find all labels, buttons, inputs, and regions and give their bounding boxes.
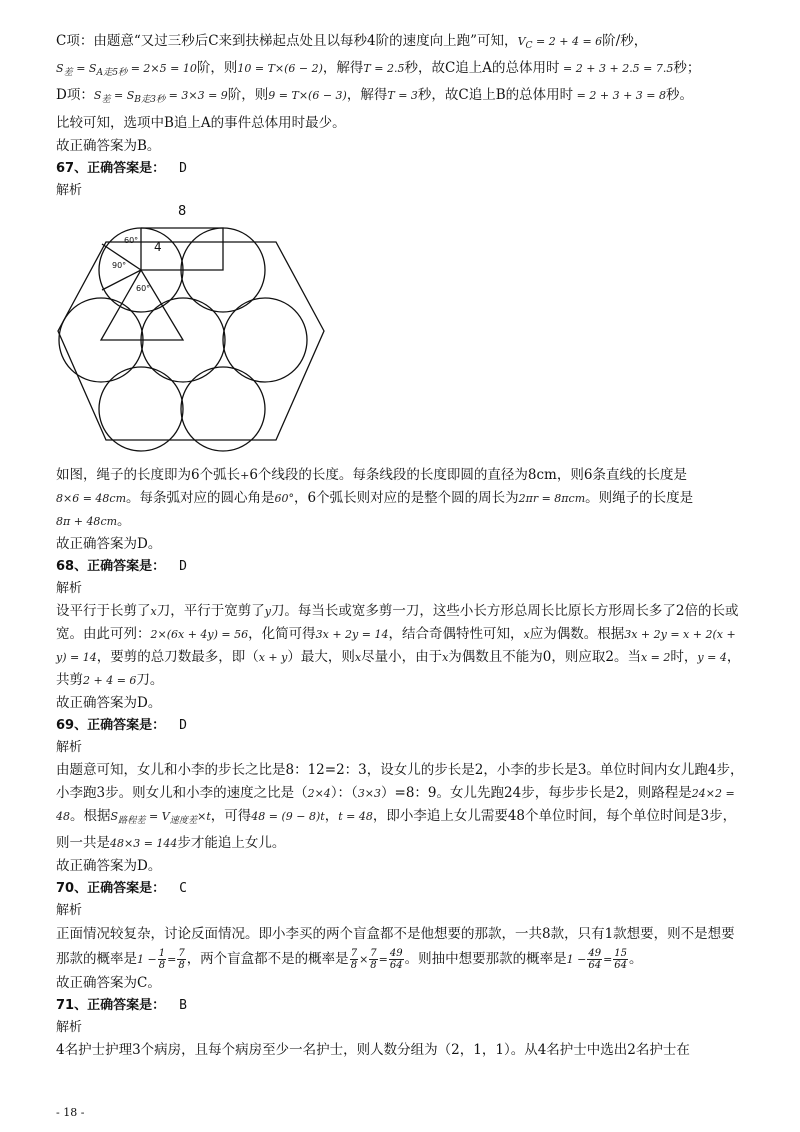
fraction: $\frac{7}{8}$ xyxy=(178,947,185,971)
angle-label-90: 90° xyxy=(112,260,127,270)
figure-box-label: 4 xyxy=(154,239,162,254)
q69-paragraph: 由题意可知，女儿和小李的步长之比是8：12=2：3，设女儿的步长是2，小李的步长是3。单位时间内女儿跑4步，小李跑3步。则女儿和小李的速度之比是（2×4）：（3×3）=8：9。女儿先跑24步，每步步长是2，则路程是24×2 = 48。根据$S_{路程差} = V_{速度差}\times t$，可得48 = (9 − 8)t，t = 48，即小李追上女儿需要48个单位时间，每个单位时间是3步，则一共是48×3 = 144步才能追上女儿。 xyxy=(56,761,744,851)
fraction: $\frac{49}{64}$ xyxy=(588,947,602,971)
q67-analysis-label: 解析 xyxy=(56,182,83,198)
math: $V_C = 2 + 4 = 6$ xyxy=(517,35,603,52)
page-number: - 18 - xyxy=(56,1106,85,1119)
q70-heading: 70、正确答案是： C xyxy=(56,880,187,896)
angle-label-60: 60° xyxy=(124,235,139,245)
math: $S_差 = S_{B走3秒} = 3\times 3 = 9$ xyxy=(93,89,228,106)
circle xyxy=(181,367,265,451)
q69-conclusion: 故正确答案为D。 xyxy=(56,857,162,874)
fraction: $\frac{1}{8}$ xyxy=(158,947,166,971)
fraction: $\frac{7}{8}$ xyxy=(370,947,377,971)
math: $S_差 = S_{A走5秒} = 2\times 5 = 10$ xyxy=(56,62,197,79)
q67-heading: 67、正确答案是： D xyxy=(56,160,187,176)
fraction: $\frac{15}{64}$ xyxy=(614,947,628,971)
q70-paragraph: 正面情况较复杂，讨论反面情况。即小李买的两个盲盒都不是他想要的那款，一共8款，只有1款想要，则不是想要那款的概率是1 − $\frac{1}{8}$ = $\frac{7}{8}$ ，两个盲盒都不是的概率是 $\frac{7}{8}$ × $\frac{7}{8}$ = $\frac{49}{64}$ 。则抽中想要那款的概率是1 − $\frac{49}{64}$ = $\frac{15}{64}$ 。 xyxy=(56,925,735,971)
q67-hexagon-circles-figure xyxy=(54,203,354,464)
q71-paragraph: 4名护士护理3个病房，且每个病房至少一名护士，则人数分组为（2，1，1）。从4名护士中选出2名护士在 xyxy=(56,1041,690,1058)
q68-paragraph: 设平行于长剪了x刀，平行于宽剪了y刀。每当长或宽多剪一刀，这些小长方形总周长比原长方形周长多了2倍的长或宽。由此可列：2×(6x + 4y) = 56，化简可得3x + 2y = 14，结合奇偶特性可知，x应为偶数。根据3x + 2y = x + 2(x + y) = 14，要剪的总刀数最多，即（x + y）最大，则x尽量小，由于x为偶数且不能为0，则应取2。当x = 2时，y = 4，共剪2 + 4 = 6刀。 xyxy=(56,602,741,688)
q70-conclusion: 故正确答案为C。 xyxy=(56,974,161,991)
hexagon-diagram xyxy=(54,203,354,464)
d-option-paragraph: D项：$S_差 = S_{B走3秒} = 3\times 3 = 9$阶，则9 = T×(6 − 3)，解得T = 3秒，故C追上B的总体用时 = 2 + 3 + 3 = 8秒。 xyxy=(56,87,693,106)
compare-text: 比较可知，选项中B追上A的事件总体用时最少。 xyxy=(56,114,346,131)
fraction: $\frac{7}{8}$ xyxy=(350,947,358,971)
c-option-paragraph: C项：由题意“又过三秒后C来到扶梯起点处且以每秒4阶的速度向上跑”可知，$V_C = 2 + 4 = 6$阶/秒， $S_差 = S_{A走5秒} = 2\times 5 = 10$阶，则10 = T×(6 − 2)，解得T = 2.5秒，故C追上A的总体用时 = 2 + 3 + 2.5 = 7.5秒； xyxy=(56,33,701,79)
q71-analysis-label: 解析 xyxy=(56,1019,83,1035)
q70-analysis-label: 解析 xyxy=(56,902,83,918)
figure-top-label: 8 xyxy=(178,203,187,219)
math: $S_{路程差} = V_{速度差}\times t$ xyxy=(110,809,211,826)
circle xyxy=(99,367,183,451)
fraction: $\frac{49}{64}$ xyxy=(389,947,403,971)
q68-conclusion: 故正确答案为D。 xyxy=(56,694,162,711)
q68-heading: 68、正确答案是： D xyxy=(56,558,187,574)
q68-analysis-label: 解析 xyxy=(56,580,83,596)
q67-paragraph: 如图，绳子的长度即为6个弧长+6个线段的长度。每条线段的长度即圆的直径为8cm，则6条直线的长度是 8×6 = 48cm。每条弧对应的圆心角是60°，6个弧长则对应的是整个圆的周长为2πr = 8πcm。则绳子的长度是 8π + 48cm。 xyxy=(56,466,694,529)
q69-heading: 69、正确答案是： D xyxy=(56,717,187,733)
conclusion-text: 故正确答案为B。 xyxy=(56,137,161,154)
page-body xyxy=(56,30,746,1062)
q71-heading: 71、正确答案是： B xyxy=(56,997,187,1013)
q67-conclusion: 故正确答案为D。 xyxy=(56,535,162,552)
q69-analysis-label: 解析 xyxy=(56,739,83,755)
angle-label-60-lower: 60° xyxy=(136,283,151,293)
